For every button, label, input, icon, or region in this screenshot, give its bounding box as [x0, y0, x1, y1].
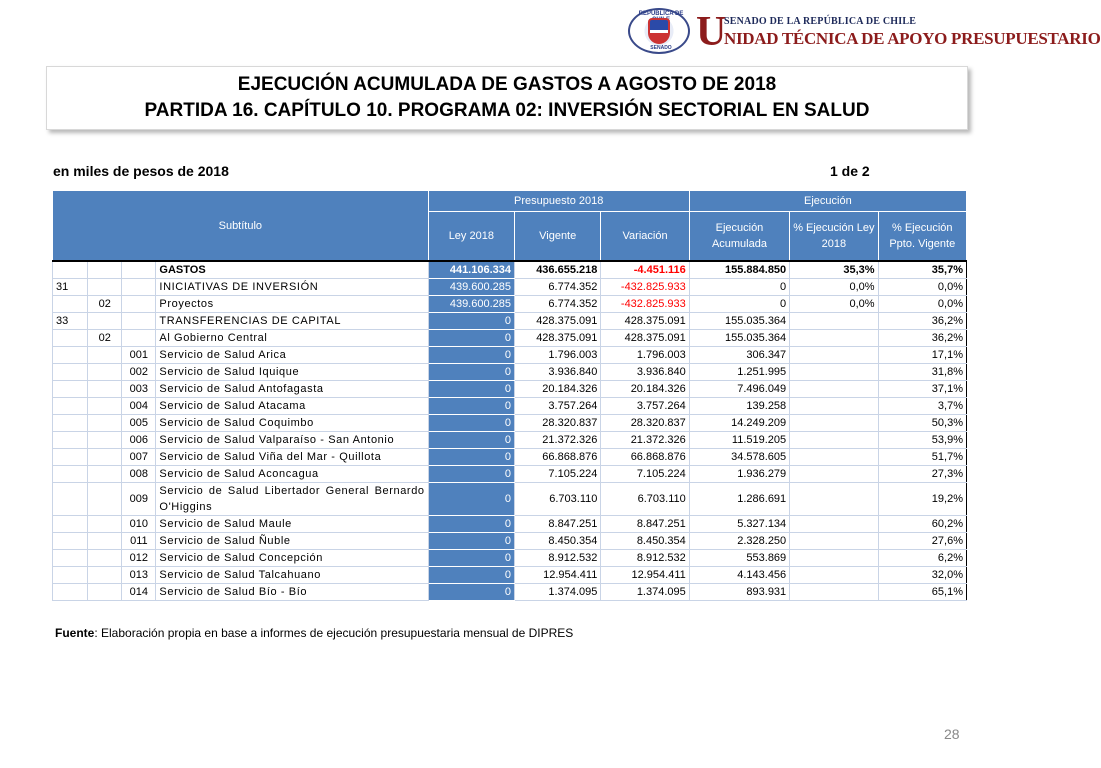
page-number: 28: [944, 726, 960, 742]
table-row: [53, 330, 967, 347]
coat-of-arms-icon: [648, 18, 670, 44]
code-subtitulo: [53, 296, 88, 313]
row-name: TRANSFERENCIAS DE CAPITAL: [156, 313, 428, 330]
pct-vig-value: 17,1%: [878, 347, 966, 364]
pct-vig-value: 50,3%: [878, 415, 966, 432]
title-line2: PARTIDA 16. CAPÍTULO 10. PROGRAMA 02: INVERSIÓN SECTORIAL EN SALUD: [144, 100, 870, 121]
variacion-value: 28.320.837: [601, 415, 689, 432]
table-row: [53, 466, 967, 483]
code-item: [88, 516, 122, 533]
row-name: Servicio de Salud Libertador General Bernardo O'Higgins: [156, 483, 428, 516]
pct-vig-value: 51,7%: [878, 449, 966, 466]
pct-ley-value: [790, 398, 878, 415]
code-subtitulo: [53, 533, 88, 550]
table-row: [53, 296, 967, 313]
pct-ley-value: 35,3%: [790, 261, 878, 279]
ejecucion-value: 1.286.691: [689, 483, 789, 516]
header-pct-ley: % Ejecución Ley 2018: [790, 212, 878, 262]
vigente-value: 8.450.354: [515, 533, 601, 550]
pct-vig-value: 36,2%: [878, 313, 966, 330]
ejecucion-value: 11.519.205: [689, 432, 789, 449]
variacion-value: 8.450.354: [601, 533, 689, 550]
table-row: [53, 449, 967, 466]
pct-vig-value: 3,7%: [878, 398, 966, 415]
code-subtitulo: [53, 567, 88, 584]
code-subtitulo: [53, 381, 88, 398]
code-item: [88, 279, 122, 296]
pct-ley-value: [790, 330, 878, 347]
ley-value: 0: [428, 313, 514, 330]
row-name: Servicio de Salud Viña del Mar - Quillota: [156, 449, 428, 466]
table-row: [53, 261, 967, 279]
senado-logo: [628, 8, 1101, 56]
pct-ley-value: [790, 313, 878, 330]
vigente-value: 436.655.218: [515, 261, 601, 279]
page-of-label: 1 de 2: [830, 163, 870, 179]
pct-ley-value: [790, 415, 878, 432]
code-asignacion: 013: [122, 567, 156, 584]
pct-vig-value: 6,2%: [878, 550, 966, 567]
code-subtitulo: [53, 415, 88, 432]
variacion-value: 3.936.840: [601, 364, 689, 381]
units-label: en miles de pesos de 2018: [53, 163, 229, 179]
ejecucion-value: 0: [689, 296, 789, 313]
row-name: GASTOS: [156, 261, 428, 279]
table-row: [53, 398, 967, 415]
header-subtitulo: Subtítulo: [53, 191, 429, 262]
pct-vig-value: 32,0%: [878, 567, 966, 584]
table-row: [53, 584, 967, 601]
row-name: Servicio de Salud Arica: [156, 347, 428, 364]
header-ejec-acum: Ejecución Acumulada: [689, 212, 789, 262]
variacion-value: 20.184.326: [601, 381, 689, 398]
seal-top-text: REPÚBLICA DE: [638, 11, 684, 17]
row-name: Proyectos: [156, 296, 428, 313]
ley-value: 0: [428, 584, 514, 601]
variacion-value: 8.912.532: [601, 550, 689, 567]
ley-value: 0: [428, 533, 514, 550]
row-name: Servicio de Salud Maule: [156, 516, 428, 533]
ley-value: 0: [428, 466, 514, 483]
ejecucion-value: 4.143.456: [689, 567, 789, 584]
code-item: [88, 584, 122, 601]
pct-ley-value: 0,0%: [790, 296, 878, 313]
ley-value: 0: [428, 364, 514, 381]
code-asignacion: 004: [122, 398, 156, 415]
variacion-value: -4.451.116: [601, 261, 689, 279]
code-asignacion: 005: [122, 415, 156, 432]
ejecucion-value: 306.347: [689, 347, 789, 364]
code-item: [88, 483, 122, 516]
pct-ley-value: [790, 381, 878, 398]
code-subtitulo: [53, 330, 88, 347]
vigente-value: 12.954.411: [515, 567, 601, 584]
vigente-value: 6.774.352: [515, 279, 601, 296]
ejecucion-value: 1.936.279: [689, 466, 789, 483]
vigente-value: 1.374.095: [515, 584, 601, 601]
ejecucion-value: 5.327.134: [689, 516, 789, 533]
variacion-value: 8.847.251: [601, 516, 689, 533]
source-label: Fuente: [55, 626, 95, 640]
header-vigente: Vigente: [515, 212, 601, 262]
row-name: Servicio de Salud Talcahuano: [156, 567, 428, 584]
code-asignacion: [122, 330, 156, 347]
pct-vig-value: 27,6%: [878, 533, 966, 550]
code-subtitulo: [53, 516, 88, 533]
variacion-value: 12.954.411: [601, 567, 689, 584]
table-row: [53, 550, 967, 567]
ejecucion-value: 139.258: [689, 398, 789, 415]
ejecucion-value: 34.578.605: [689, 449, 789, 466]
table-row: [53, 347, 967, 364]
ley-value: 0: [428, 432, 514, 449]
code-subtitulo: [53, 483, 88, 516]
code-asignacion: 006: [122, 432, 156, 449]
header-ejecucion: Ejecución: [689, 191, 966, 212]
row-name: Servicio de Salud Concepción: [156, 550, 428, 567]
pct-ley-value: [790, 347, 878, 364]
ejecucion-value: 0: [689, 279, 789, 296]
code-asignacion: [122, 313, 156, 330]
ley-value: 0: [428, 550, 514, 567]
code-item: [88, 466, 122, 483]
table-row: [53, 313, 967, 330]
pct-ley-value: [790, 466, 878, 483]
pct-ley-value: 0,0%: [790, 279, 878, 296]
pct-ley-value: [790, 550, 878, 567]
variacion-value: 7.105.224: [601, 466, 689, 483]
variacion-value: 1.796.003: [601, 347, 689, 364]
code-subtitulo: 31: [53, 279, 88, 296]
pct-vig-value: 60,2%: [878, 516, 966, 533]
code-subtitulo: 33: [53, 313, 88, 330]
variacion-value: 21.372.326: [601, 432, 689, 449]
logo-initial: U: [696, 9, 727, 55]
header-presupuesto: Presupuesto 2018: [428, 191, 689, 212]
code-asignacion: 014: [122, 584, 156, 601]
table-row: [53, 279, 967, 296]
ley-value: 0: [428, 347, 514, 364]
ejecucion-value: 7.496.049: [689, 381, 789, 398]
code-item: [88, 398, 122, 415]
ley-value: 0: [428, 398, 514, 415]
vigente-value: 20.184.326: [515, 381, 601, 398]
ejecucion-value: 155.035.364: [689, 330, 789, 347]
table-row: [53, 483, 967, 516]
code-item: [88, 415, 122, 432]
code-asignacion: 007: [122, 449, 156, 466]
code-asignacion: [122, 296, 156, 313]
code-item: [88, 449, 122, 466]
code-asignacion: 002: [122, 364, 156, 381]
vigente-value: 28.320.837: [515, 415, 601, 432]
ejecucion-value: 1.251.995: [689, 364, 789, 381]
ley-value: 441.106.334: [428, 261, 514, 279]
code-subtitulo: [53, 261, 88, 279]
code-subtitulo: [53, 584, 88, 601]
code-subtitulo: [53, 364, 88, 381]
header-ley: Ley 2018: [428, 212, 514, 262]
row-name: Servicio de Salud Antofagasta: [156, 381, 428, 398]
logo-line1: SENADO DE LA REPÚBLICA DE CHILE: [724, 16, 917, 27]
ejecucion-value: 155.035.364: [689, 313, 789, 330]
table-row: [53, 516, 967, 533]
variacion-value: 6.703.110: [601, 483, 689, 516]
pct-vig-value: 37,1%: [878, 381, 966, 398]
code-subtitulo: [53, 466, 88, 483]
pct-ley-value: [790, 584, 878, 601]
budget-table: [52, 190, 967, 601]
row-name: Servicio de Salud Aconcagua: [156, 466, 428, 483]
pct-vig-value: 19,2%: [878, 483, 966, 516]
code-asignacion: [122, 261, 156, 279]
table-row: [53, 567, 967, 584]
vigente-value: 8.912.532: [515, 550, 601, 567]
table-row: [53, 432, 967, 449]
code-asignacion: 001: [122, 347, 156, 364]
ley-value: 0: [428, 330, 514, 347]
pct-vig-value: 35,7%: [878, 261, 966, 279]
vigente-value: 6.703.110: [515, 483, 601, 516]
pct-vig-value: 31,8%: [878, 364, 966, 381]
table-row: [53, 381, 967, 398]
title-box: [46, 66, 968, 130]
ley-value: 0: [428, 516, 514, 533]
code-subtitulo: [53, 449, 88, 466]
ley-value: 0: [428, 449, 514, 466]
code-item: [88, 533, 122, 550]
pct-ley-value: [790, 516, 878, 533]
code-item: [88, 432, 122, 449]
code-asignacion: 008: [122, 466, 156, 483]
source-note: [55, 626, 573, 640]
pct-ley-value: [790, 483, 878, 516]
code-item: 02: [88, 296, 122, 313]
code-asignacion: 003: [122, 381, 156, 398]
code-item: 02: [88, 330, 122, 347]
ley-value: 0: [428, 483, 514, 516]
vigente-value: 428.375.091: [515, 313, 601, 330]
ejecucion-value: 2.328.250: [689, 533, 789, 550]
ley-value: 439.600.285: [428, 296, 514, 313]
vigente-value: 8.847.251: [515, 516, 601, 533]
vigente-value: 3.757.264: [515, 398, 601, 415]
pct-ley-value: [790, 364, 878, 381]
table-row: [53, 533, 967, 550]
vigente-value: 66.868.876: [515, 449, 601, 466]
code-asignacion: 012: [122, 550, 156, 567]
vigente-value: 428.375.091: [515, 330, 601, 347]
code-item: [88, 364, 122, 381]
code-subtitulo: [53, 550, 88, 567]
pct-ley-value: [790, 533, 878, 550]
pct-vig-value: 0,0%: [878, 279, 966, 296]
variacion-value: 1.374.095: [601, 584, 689, 601]
code-item: [88, 347, 122, 364]
ejecucion-value: 14.249.209: [689, 415, 789, 432]
code-item: [88, 550, 122, 567]
ley-value: 0: [428, 381, 514, 398]
pct-vig-value: 53,9%: [878, 432, 966, 449]
pct-ley-value: [790, 449, 878, 466]
logo-line2: NIDAD TÉCNICA DE APOYO PRESUPUESTARIO: [724, 29, 1101, 48]
code-asignacion: 009: [122, 483, 156, 516]
ley-value: 0: [428, 415, 514, 432]
variacion-value: -432.825.933: [601, 279, 689, 296]
seal-bottom-text: SENADO: [650, 45, 672, 51]
ejecucion-value: 893.931: [689, 584, 789, 601]
senado-seal-icon: [628, 8, 690, 54]
vigente-value: 7.105.224: [515, 466, 601, 483]
variacion-value: 428.375.091: [601, 330, 689, 347]
vigente-value: 3.936.840: [515, 364, 601, 381]
variacion-value: 66.868.876: [601, 449, 689, 466]
row-name: Servicio de Salud Coquimbo: [156, 415, 428, 432]
row-name: Servicio de Salud Ñuble: [156, 533, 428, 550]
code-subtitulo: [53, 432, 88, 449]
code-item: [88, 381, 122, 398]
row-name: INICIATIVAS DE INVERSIÓN: [156, 279, 428, 296]
table-row: [53, 415, 967, 432]
code-asignacion: [122, 279, 156, 296]
variacion-value: 3.757.264: [601, 398, 689, 415]
ley-value: 439.600.285: [428, 279, 514, 296]
code-item: [88, 313, 122, 330]
ejecucion-value: 553.869: [689, 550, 789, 567]
row-name: Al Gobierno Central: [156, 330, 428, 347]
pct-ley-value: [790, 432, 878, 449]
row-name: Servicio de Salud Iquique: [156, 364, 428, 381]
variacion-value: 428.375.091: [601, 313, 689, 330]
title-line1: EJECUCIÓN ACUMULADA DE GASTOS A AGOSTO DE 2018: [237, 74, 777, 95]
ejecucion-value: 155.884.850: [689, 261, 789, 279]
code-subtitulo: [53, 347, 88, 364]
variacion-value: -432.825.933: [601, 296, 689, 313]
table-body: [53, 261, 967, 601]
header-variacion: Variación: [601, 212, 689, 262]
vigente-value: 21.372.326: [515, 432, 601, 449]
header-pct-vig: % Ejecución Ppto. Vigente: [878, 212, 966, 262]
row-name: Servicio de Salud Bío - Bío: [156, 584, 428, 601]
pct-vig-value: 27,3%: [878, 466, 966, 483]
code-item: [88, 567, 122, 584]
vigente-value: 6.774.352: [515, 296, 601, 313]
table-row: [53, 364, 967, 381]
row-name: Servicio de Salud Atacama: [156, 398, 428, 415]
ley-value: 0: [428, 567, 514, 584]
pct-vig-value: 36,2%: [878, 330, 966, 347]
code-asignacion: 011: [122, 533, 156, 550]
code-item: [88, 261, 122, 279]
vigente-value: 1.796.003: [515, 347, 601, 364]
pct-ley-value: [790, 567, 878, 584]
code-subtitulo: [53, 398, 88, 415]
row-name: Servicio de Salud Valparaíso - San Antonio: [156, 432, 428, 449]
pct-vig-value: 65,1%: [878, 584, 966, 601]
code-asignacion: 010: [122, 516, 156, 533]
source-text: : Elaboración propia en base a informes de ejecución presupuestaria mensual de DIPRES: [94, 626, 574, 640]
pct-vig-value: 0,0%: [878, 296, 966, 313]
